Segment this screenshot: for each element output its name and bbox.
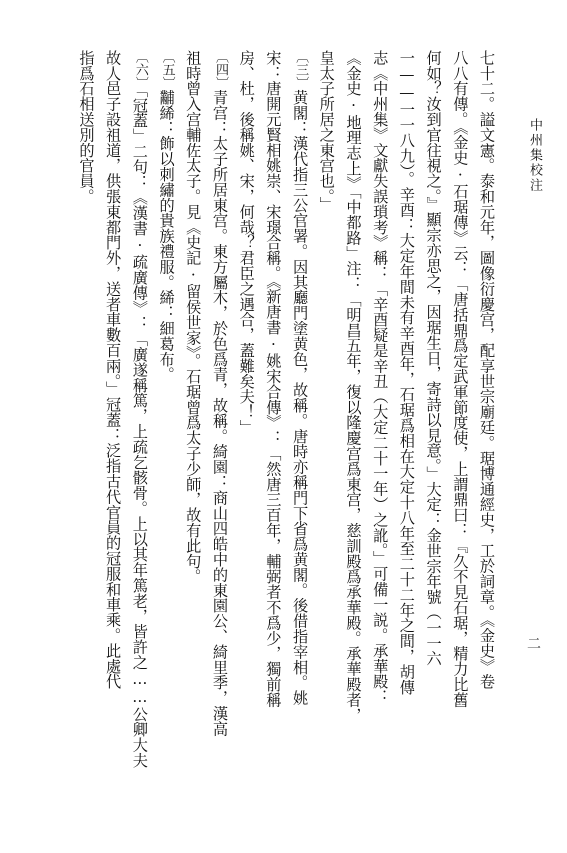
text-column [473, 50, 500, 792]
text-column [126, 50, 153, 792]
note-number: 〔四〕 [212, 50, 228, 90]
note-line: 八八有傳。《金史·石琚傳》云：「唐括鼎爲定武軍節度使，上謂鼎曰：『久不見石琚，精力比舊 [451, 50, 470, 708]
note-line: 青宫：太子所居東宫。東方屬木，於色爲青，故稱。綺園：商山四皓中的東園公、綺里季，漢高 [210, 89, 229, 737]
note-line: 房、杜，後稱姚、宋，何哉？君臣之遇合，蓋難矣夫！」 [237, 50, 256, 435]
note-line: 宋：唐開元賢相姚崇、宋璟合稱。《新唐書·姚宋合傳》：「然唐三百年，輔弼者不爲少，獨前稱 [264, 50, 283, 708]
note-line: 黼絺：飾以刺繡的貴族禮服。絺：細葛布。 [157, 89, 176, 383]
note-number: 〔五〕 [159, 50, 175, 90]
note-number: 〔六〕 [132, 50, 148, 90]
text-column [313, 50, 340, 792]
note-line: 祖時曾入宫輔佐太子。見《史記·留侯世家》。石琚曾爲太子少師，故有此句。 [184, 50, 203, 585]
note-line: 故人邑子設祖道，供張東都門外，送者車數百兩。」冠蓋：泛指古代官員的冠服和車乘。此處代 [104, 50, 123, 690]
note-line: 一——一一八九）。辛酉：大定年間未有辛酉年，石琚爲相在大定十八年至二十二年之間，胡傳 [397, 50, 416, 695]
text-column [286, 50, 313, 792]
text-column [340, 50, 367, 792]
text-column [206, 50, 233, 792]
note-line: 「冠蓋」二句：《漢書·疏廣傳》：「廣遂稱篤，上疏乞骸骨。上以其年篤老，皆許之……公卿大夫 [130, 89, 149, 769]
note-line: 皇太子所居之東宫也。」 [317, 50, 336, 212]
text-column [180, 50, 207, 792]
text-column [153, 50, 180, 792]
text-column [260, 50, 287, 792]
note-6 [73, 50, 153, 792]
note-line: 指爲石相送別的官員。 [77, 50, 96, 204]
annotation-text [72, 50, 500, 792]
note-line: 七十二。謚文憲。泰和元年，圖像衍慶宫，配享世宗廟廷。琚博通經史，工於詞章。《金史》卷 [478, 50, 496, 690]
text-column [366, 50, 393, 792]
note-line: 《金史·地理志上》「中都路」注：「明昌五年，復以隆慶宫爲東宫，慈訓殿爲承華殿。承華殿者， [344, 50, 363, 723]
note-4 [180, 50, 233, 792]
note-continued [313, 50, 500, 792]
text-column [447, 50, 474, 792]
text-column [420, 50, 447, 792]
note-line: 黄閣：漢代指三公官署。因其廳門塗黄色，故稱。唐時亦稱門下省爲黄閣。後借指宰相。姚 [291, 89, 310, 706]
text-column [99, 50, 126, 792]
note-number: 〔三〕 [293, 50, 309, 90]
text-column [393, 50, 420, 792]
page-number: 二 [525, 636, 541, 650]
text-column [73, 50, 100, 792]
note-line: 何如？汝到官往視之。』顯宗亦思之，因琚生日，寄詩以見意。」大定：金世宗年號（一一六 [424, 50, 443, 667]
text-column [233, 50, 260, 792]
note-5 [153, 50, 180, 792]
note-line: 志《中州集》文獻失誤瑣考》稱：「辛酉疑是辛丑（大定二十一年）之訛。」可備一説。承華殿： [371, 50, 390, 705]
note-3 [233, 50, 313, 792]
running-head: 中州集校注 [527, 118, 542, 193]
